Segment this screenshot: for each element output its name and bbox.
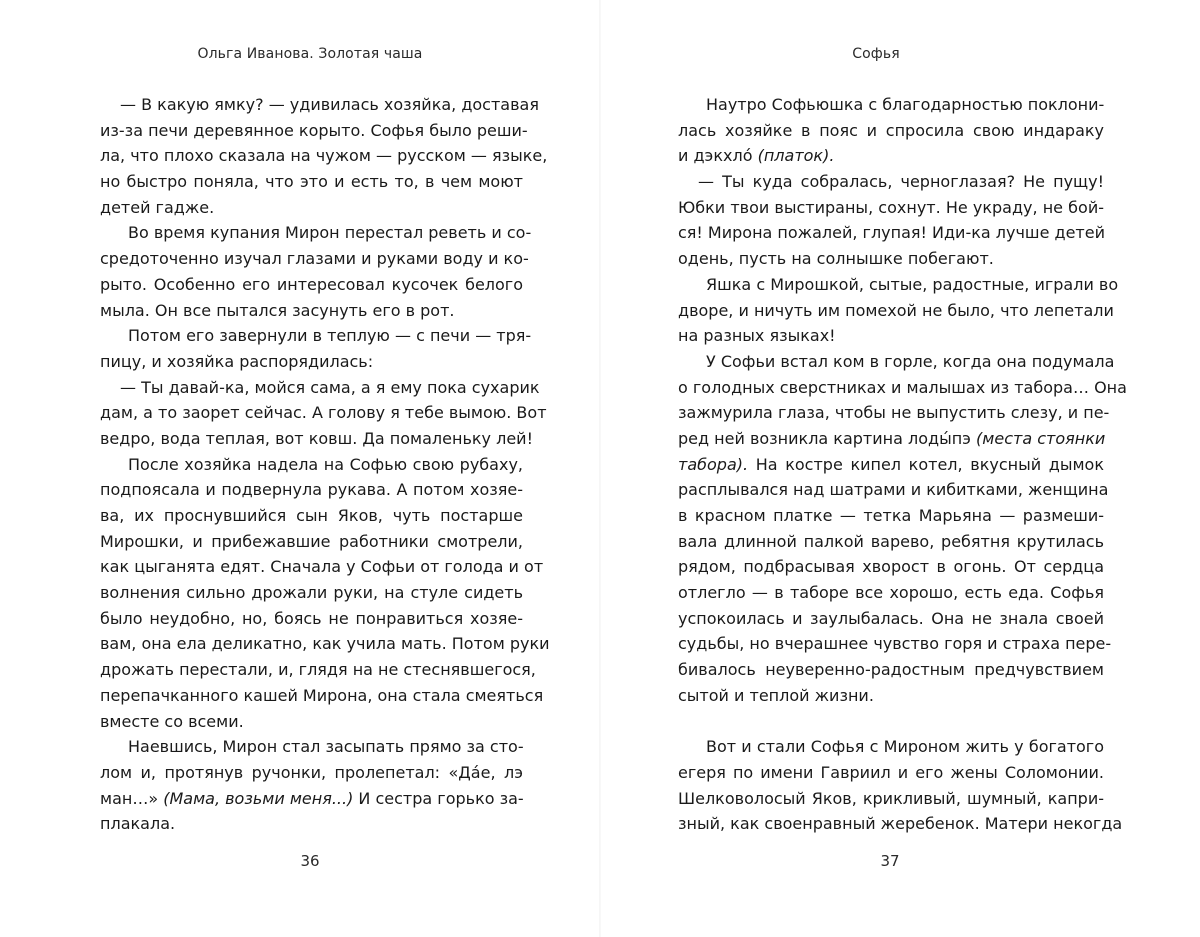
text-line: Наевшись, Мирон стал засыпать прямо за сто- [128, 737, 524, 757]
text-line: на разных языках! [678, 326, 836, 346]
text-line: — В какую ямку? — удивилась хозяйка, доставая [120, 95, 539, 114]
text-line: сытой и теплой жизни. [678, 685, 874, 705]
text-line: плакала. [100, 814, 176, 834]
text-line: отлегло — в таборе все хорошо, есть еда. Софья [678, 583, 1104, 603]
text-line: Яшка с Мирошкой, сытые, радостные, играли во [706, 274, 1119, 294]
text-line: дворе, и ничуть им помехой не было, что лепетали [678, 300, 1114, 320]
text-line: Наутро Софьюшка с благодарностью поклони- [706, 95, 1105, 114]
italic-translation: (платок). [757, 146, 835, 166]
text-line: успокоилась и заулыбалась. Она не знала своей [678, 608, 1104, 628]
text-line: рядом, подбрасывая хворост в огонь. От сердца [678, 557, 1104, 577]
page-number: 37 [880, 852, 900, 870]
text-line: После хозяйка надела на Софью свою рубаху, [128, 454, 523, 474]
text-line: средоточенно изучал глазами и руками воду и ко- [100, 249, 529, 269]
page-number: 36 [300, 852, 320, 870]
text-line: вала длинной палкой варево, ребятня крутилась [678, 531, 1104, 551]
text-line: ся! Мирона пожалей, глупая! Иди-ка лучше детей [678, 223, 1105, 243]
text-line: но быстро поняла, что это и есть то, в чем моют [100, 172, 523, 192]
text-line: ла, что плохо сказала на чужом — русском — языке, [100, 146, 548, 166]
text-line: Мирошки, и прибежавшие работники смотрели, [100, 531, 523, 551]
running-head-chapter: Софья [852, 46, 900, 62]
italic-translation: (Мама, возьми меня...) [163, 788, 354, 808]
right-page [600, 0, 1200, 937]
text-line: Потом его завернули в теплую — с печи — тря- [128, 326, 532, 346]
text-line: как цыганята едят. Сначала у Софьи от голода и от [100, 557, 544, 577]
text-line: волнения сильно дрожали руки, на стуле сидеть [100, 583, 523, 603]
section-break [678, 709, 1104, 735]
text-line: — Ты давай-ка, мойся сама, а я ему пока сухарик [120, 377, 540, 397]
text-line: лась хозяйке в пояс и спросила свою индараку [678, 120, 1104, 140]
text-line: Вот и стали Софья с Мироном жить у богатого [706, 737, 1104, 757]
text-line: расплывался над шатрами и кибитками, женщина [678, 480, 1109, 500]
text-line: — Ты куда собралась, черноглазая? Не пущу! [698, 172, 1104, 192]
text-line: о голодных сверстниках и малышах из табора… Она [678, 377, 1127, 397]
text-line: рыто. Особенно его интересовал кусочек белого [100, 274, 523, 294]
text-line: дам, а то заорет сейчас. А голову я тебе вымою. Вот [100, 403, 547, 423]
text-line: ведро, вода теплая, вот ковш. Да помаленьку лей! [100, 428, 533, 448]
text-line-mixed: табора). На костре кипел котел, вкусный дымок [678, 454, 1104, 474]
text-line: ва, их проснувшийся сын Яков, чуть постарше [100, 506, 523, 525]
text-line: егеря по имени Гавриил и его жены Соломонии. [678, 762, 1104, 782]
text-line: перепачканного кашей Мирона, она стала смеяться [100, 685, 544, 705]
text-line: Юбки твои выстираны, сохнут. Не украду, не бой- [678, 197, 1104, 217]
running-head-author-title: Ольга Иванова. Золотая чаша [197, 46, 423, 62]
right-page-body [678, 92, 1127, 837]
text-line: мыла. Он все пытался засунуть его в рот. [100, 300, 455, 320]
text-line: Шелковолосый Яков, крикливый, шумный, капри- [678, 788, 1104, 808]
text-line: бивалось неуверенно-радостным предчувствием [678, 660, 1104, 680]
text-line: Во время купания Мирон перестал реветь и со- [128, 223, 532, 243]
text-line: было неудобно, но, боясь не понравиться хозяе- [100, 608, 523, 628]
left-page-body [100, 92, 550, 837]
text-line: лом и, протянув ручонки, пролепетал: «Да́е, лэ [100, 762, 523, 782]
italic-translation: (места стоянки [976, 428, 1106, 448]
text-line: судьбы, но вчерашнее чувство горя и страха пере- [678, 634, 1112, 654]
text-line: в красном платке — тетка Марьяна — размеши- [678, 506, 1104, 525]
text-line: пицу, и хозяйка распорядилась: [100, 351, 374, 371]
text-line: У Софьи встал ком в горле, когда она подумала [706, 351, 1115, 371]
text-line-mixed: ман…» (Мама, возьми меня...) И сестра горько за- [100, 788, 524, 808]
text-line: зажмурила глаза, чтобы не выпустить слезу, и пе- [678, 403, 1110, 423]
text-line: детей гадже. [100, 197, 215, 217]
text-line-mixed: и дэкхло́ (платок). [678, 146, 835, 166]
text-line: вместе со всеми. [100, 711, 244, 731]
text-line: дрожать перестали, и, глядя на не стеснявшегося, [100, 660, 536, 680]
text-line: из-за печи деревянное корыто. Софья было реши- [100, 120, 528, 140]
text-line: одень, пусть на солнышке побегают. [678, 249, 994, 269]
text-line: вам, она ела деликатно, как учила мать. Потом руки [100, 634, 550, 654]
text-line-mixed: ред ней возникла картина лоды́пэ (места стоянки [678, 428, 1106, 448]
text-line: подпоясала и подвернула рукава. А потом хозяе- [100, 480, 523, 500]
text-line: зный, как своенравный жеребенок. Матери некогда [678, 814, 1123, 834]
italic-translation: табора). [678, 454, 749, 474]
